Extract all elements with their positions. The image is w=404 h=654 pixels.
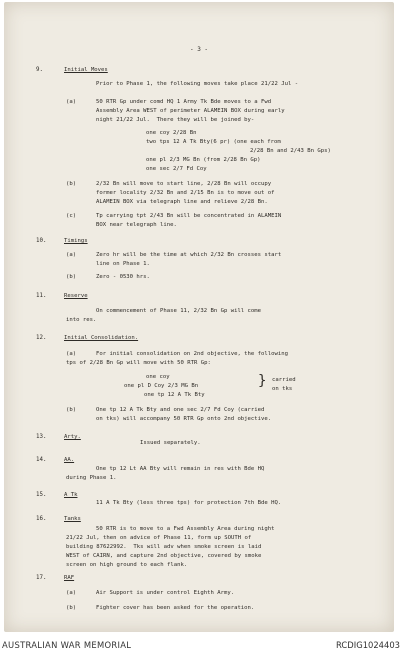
- brace-mark: }: [258, 373, 267, 389]
- section-heading: Initial Consolidation.: [64, 335, 139, 341]
- footer-record-id: RCDIG1024403: [336, 640, 400, 650]
- list-item: 2/28 Bn and 2/43 Bn Gps): [250, 148, 331, 154]
- text-line: night 21/22 Jul. There they will be joined by-: [96, 117, 255, 123]
- text-line: on tks) will accompany 50 RTR Gp onto 2nd objective.: [96, 416, 272, 422]
- text-line: Air Support is under control Eighth Army.: [96, 590, 235, 596]
- text-line: 50 RTR is to move to a Fwd Assembly Area during night: [96, 526, 275, 532]
- section-heading: Reserve: [64, 293, 88, 299]
- section-number: 17.: [36, 575, 47, 581]
- text-line: BOX near telegraph line.: [96, 222, 177, 228]
- text-line: former locality 2/32 Bn and 2/15 Bn is to move out of: [96, 190, 275, 196]
- section-number: 13.: [36, 434, 47, 440]
- list-item: one coy: [146, 374, 170, 380]
- list-item: one coy 2/28 Bn: [146, 130, 197, 136]
- section-number: 9.: [36, 67, 43, 73]
- section-number: 10.: [36, 238, 47, 244]
- section-heading: Timings: [64, 238, 88, 244]
- document-page: [4, 2, 394, 632]
- text-line: screen on high ground to each flank.: [66, 562, 188, 568]
- text-line: 50 RTR Gp under comd HQ 1 Army Tk Bde moves to a Fwd: [96, 99, 272, 105]
- section-heading: Tanks: [64, 516, 81, 522]
- text-line: On commencement of Phase 11, 2/32 Bn Gp will come: [96, 308, 262, 314]
- document-body: [4, 2, 394, 632]
- item-marker: (b): [66, 407, 77, 413]
- text-line: Issued separately.: [140, 440, 201, 446]
- text-line: on tks: [272, 386, 293, 392]
- section-heading: A Tk: [64, 492, 78, 498]
- item-marker: (a): [66, 99, 77, 105]
- list-item: one pl 2/3 MG Bn (from 2/28 Bn Gp): [146, 157, 261, 163]
- text-line: WEST of CAIRN, and capture 2nd objective, covered by smoke: [66, 553, 262, 559]
- footer-institution: AUSTRALIAN WAR MEMORIAL: [2, 640, 132, 650]
- item-marker: (b): [66, 605, 77, 611]
- archive-footer: [0, 632, 404, 654]
- text-line: carried: [272, 377, 296, 383]
- text-line: One tp 12 A Tk Bty and one sec 2/7 Fd Coy (carried: [96, 407, 265, 413]
- text-line: building 87622992. Tks will adv when smoke screen is laid: [66, 544, 262, 550]
- text-line: tps of 2/28 Bn Gp will move with 50 RTR Gp:: [66, 360, 211, 366]
- item-marker: (a): [66, 590, 77, 596]
- text-line: into res.: [66, 317, 97, 323]
- text-line: 21/22 Jul, then on advice of Phase 11, form up SOUTH of: [66, 535, 252, 541]
- text-line: Fighter cover has been asked for the operation.: [96, 605, 255, 611]
- item-marker: (c): [66, 213, 77, 219]
- list-item: one tp 12 A Tk Bty: [144, 392, 205, 398]
- text-line: during Phase 1.: [66, 475, 117, 481]
- text-line: One tp 12 Lt AA Bty will remain in res with Bde HQ: [96, 466, 265, 472]
- text-line: Assembly Area WEST of perimeter ALAMEIN BOX during early: [96, 108, 285, 114]
- text-line: Prior to Phase 1, the following moves take place 21/22 Jul -: [96, 81, 299, 87]
- section-number: 15.: [36, 492, 47, 498]
- list-item: one sec 2/7 Fd Coy: [146, 166, 207, 172]
- section-number: 16.: [36, 516, 47, 522]
- text-line: ALAMEIN BOX via telegraph line and relieve 2/28 Bn.: [96, 199, 268, 205]
- text-line: Zero - 0530 hrs.: [96, 274, 150, 280]
- section-number: 14.: [36, 457, 47, 463]
- item-marker: (b): [66, 274, 77, 280]
- text-line: For initial consolidation on 2nd objective, the following: [96, 351, 288, 357]
- item-marker: (a): [66, 252, 77, 258]
- text-line: 2/32 Bn will move to start line, 2/28 Bn will occupy: [96, 181, 272, 187]
- text-line: 11 A Tk Bty (less three tps) for protection 7th Bde HQ.: [96, 500, 282, 506]
- section-heading: Arty.: [64, 434, 81, 440]
- section-number: 11.: [36, 293, 47, 299]
- text-line: Zero hr will be the time at which 2/32 Bn crosses start: [96, 252, 282, 258]
- page-number: - 3 -: [189, 46, 209, 53]
- text-line: Tp carrying tpt 2/43 Bn will be concentrated in ALAMEIN: [96, 213, 282, 219]
- item-marker: (b): [66, 181, 77, 187]
- section-heading: AA.: [64, 457, 75, 463]
- section-number: 12.: [36, 335, 47, 341]
- list-item: two tps 12 A Tk Bty(6 pr) (one each from: [146, 139, 281, 145]
- list-item: one pl D Coy 2/3 MG Bn: [124, 383, 199, 389]
- text-line: line on Phase 1.: [96, 261, 150, 267]
- section-heading: RAF: [64, 575, 75, 581]
- section-heading: Initial Moves: [64, 67, 108, 73]
- item-marker: (a): [66, 351, 77, 357]
